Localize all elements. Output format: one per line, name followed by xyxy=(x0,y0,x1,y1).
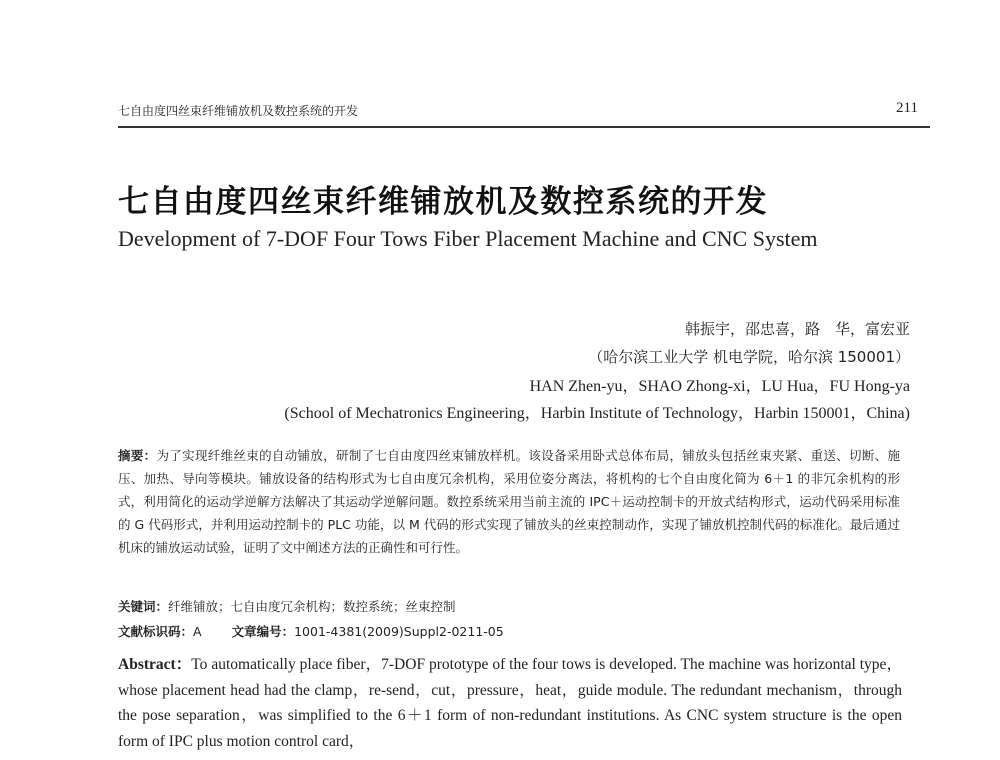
affiliation-chinese: （哈尔滨工业大学 机电学院，哈尔滨 150001） xyxy=(588,348,910,366)
abstract-english-text: To automatically place fiber，7-DOF prototype of the four tows is developed. The machine was horizontal type，whose placement head had the clamp，re-send，cut，pressure，heat，guide module. The redundant mechanism，through the pose separation，was simplified to the 6＋1 form of non-redundant institutions. As CNC system structure is the open form of IPC plus motion control card， xyxy=(118,656,902,750)
affiliation-english: (School of Mechatronics Engineering，Harbin Institute of Technology，Harbin 150001，China) xyxy=(284,405,910,422)
doc-code: A xyxy=(193,624,202,639)
keywords xyxy=(118,597,900,615)
doc-code-label: 文献标识码： xyxy=(118,624,194,639)
authors-chinese: 韩振宇，邵忠喜，路 华，富宏亚 xyxy=(684,320,910,338)
authors-english: HAN Zhen-yu，SHAO Zhong-xi，LU Hua，FU Hong-ya xyxy=(529,378,910,395)
keywords-label: 关键词： xyxy=(118,599,169,614)
running-header xyxy=(118,100,918,122)
abstract-chinese xyxy=(118,444,900,559)
article-number-label: 文章编号： xyxy=(231,624,295,639)
keywords-text: 纤维铺放；七自由度冗余机构；数控系统；丝束控制 xyxy=(168,599,456,614)
abstract-english-label: Abstract： xyxy=(118,656,192,673)
article-number: 1001-4381(2009)Suppl2-0211-05 xyxy=(294,624,504,639)
abstract-chinese-label: 摘要： xyxy=(118,448,157,463)
paper-title-chinese: 七自由度四丝束纤维铺放机及数控系统的开发 xyxy=(118,184,768,220)
abstract-chinese-text: 为了实现纤维丝束的自动铺放，研制了七自由度四丝束铺放样机。该设备采用卧式总体布局，铺放头包括丝束夹紧、重送、切断、施压、加热、导向等模块。铺放设备的结构形式为七自由度冗余机构，采用位姿分离法，将机构的七个自由度化简为 6＋1 的非冗余机构的形式，利用简化的运动学逆解方法解决了其运动学逆解问题。数控系统采用当前主流的 IPC＋运动控制卡的开放式结构形式，运动代码采用标准的 G 代码形式，并利用运动控制卡的 PLC 功能，以 M 代码的形式实现了铺放头的丝束控制动作，实现了铺放机控制代码的标准化。最后通过机床的铺放运动试验，证明了文中阐述方法的正确性和可行性。 xyxy=(118,448,900,555)
page-number: 211 xyxy=(896,100,918,116)
abstract-english xyxy=(118,652,902,754)
running-title: 七自由度四丝束纤维铺放机及数控系统的开发 xyxy=(118,104,359,118)
header-rule xyxy=(118,126,930,128)
classification-line xyxy=(118,622,900,640)
paper-title-english: Development of 7-DOF Four Tows Fiber Placement Machine and CNC System xyxy=(118,226,818,251)
